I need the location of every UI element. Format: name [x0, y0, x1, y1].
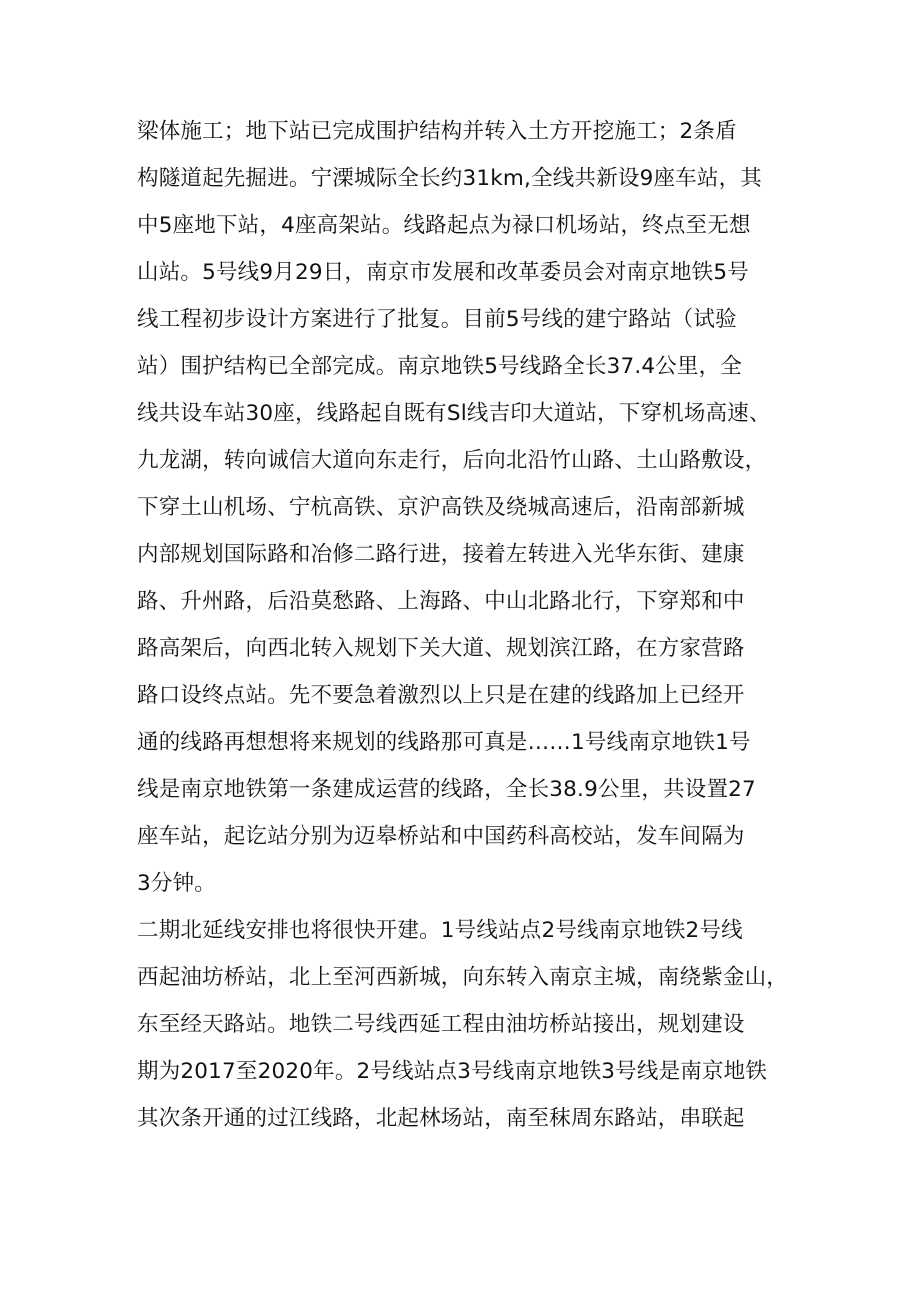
paragraph-2 — [137, 907, 807, 1142]
text-line: 其次条开通的过江线路，北起林场站，南至秣周东路站，串联起 — [137, 1106, 745, 1131]
text-line: 站）围护结构已全部完成。南京地铁5号线路全长37.4公里，全 — [137, 354, 743, 379]
text-line: 下穿土山机场、宁杭高铁、京沪高铁及绕城高速后，沿南部新城 — [137, 495, 745, 520]
text-line: 中5座地下站，4座高架站。线路起点为禄口机场站，终点至无想 — [137, 213, 751, 238]
paragraph-1 — [137, 108, 807, 907]
text-line: 线是南京地铁第一条建成运营的线路，全长38.9公里，共设置27 — [137, 777, 756, 802]
text-line: 路口设终点站。先不要急着激烈以上只是在建的线路加上已经开 — [137, 683, 745, 708]
document-body — [137, 108, 807, 1142]
text-line: 期为2017至2020年。2号线站点3号线南京地铁3号线是南京地铁 — [137, 1059, 768, 1084]
text-line: 九龙湖，转向诚信大道向东走行，后向北沿竹山路、土山路敷设， — [137, 448, 767, 473]
text-line: 梁体施工；地下站已完成围护结构并转入土方开挖施工；2条盾 — [137, 119, 737, 144]
text-line: 山站。5号线9月29日，南京市发展和改革委员会对南京地铁5号 — [137, 260, 749, 285]
text-line: 3分钟。 — [137, 871, 216, 896]
text-line: 线工程初步设计方案进行了批复。目前5号线的建宁路站（试验 — [137, 307, 737, 332]
text-line: 西起油坊桥站，北上至河西新城，向东转入南京主城，南绕紫金山， — [137, 965, 789, 990]
text-line: 构隧道起先掘进。宁溧城际全长约31km,全线共新设9座车站，其 — [137, 166, 762, 191]
text-line: 二期北延线安排也将很快开建。1号线站点2号线南京地铁2号线 — [137, 918, 743, 943]
text-line: 座车站，起讫站分别为迈皋桥站和中国药科高校站，发车间隔为 — [137, 824, 745, 849]
text-line: 通的线路再想想将来规划的线路那可真是……1号线南京地铁1号 — [137, 730, 751, 755]
text-line: 线共设车站30座，线路起自既有Sl线吉印大道站，下穿机场高速、 — [137, 401, 771, 426]
text-line: 路、升州路，后沿莫愁路、上海路、中山北路北行，下穿郑和中 — [137, 589, 745, 614]
text-line: 路高架后，向西北转入规划下关大道、规划滨江路，在方家营路 — [137, 636, 745, 661]
text-line: 东至经天路站。地铁二号线西延工程由油坊桥站接出，规划建设 — [137, 1012, 745, 1037]
text-line: 内部规划国际路和冶修二路行进，接着左转进入光华东街、建康 — [137, 542, 745, 567]
